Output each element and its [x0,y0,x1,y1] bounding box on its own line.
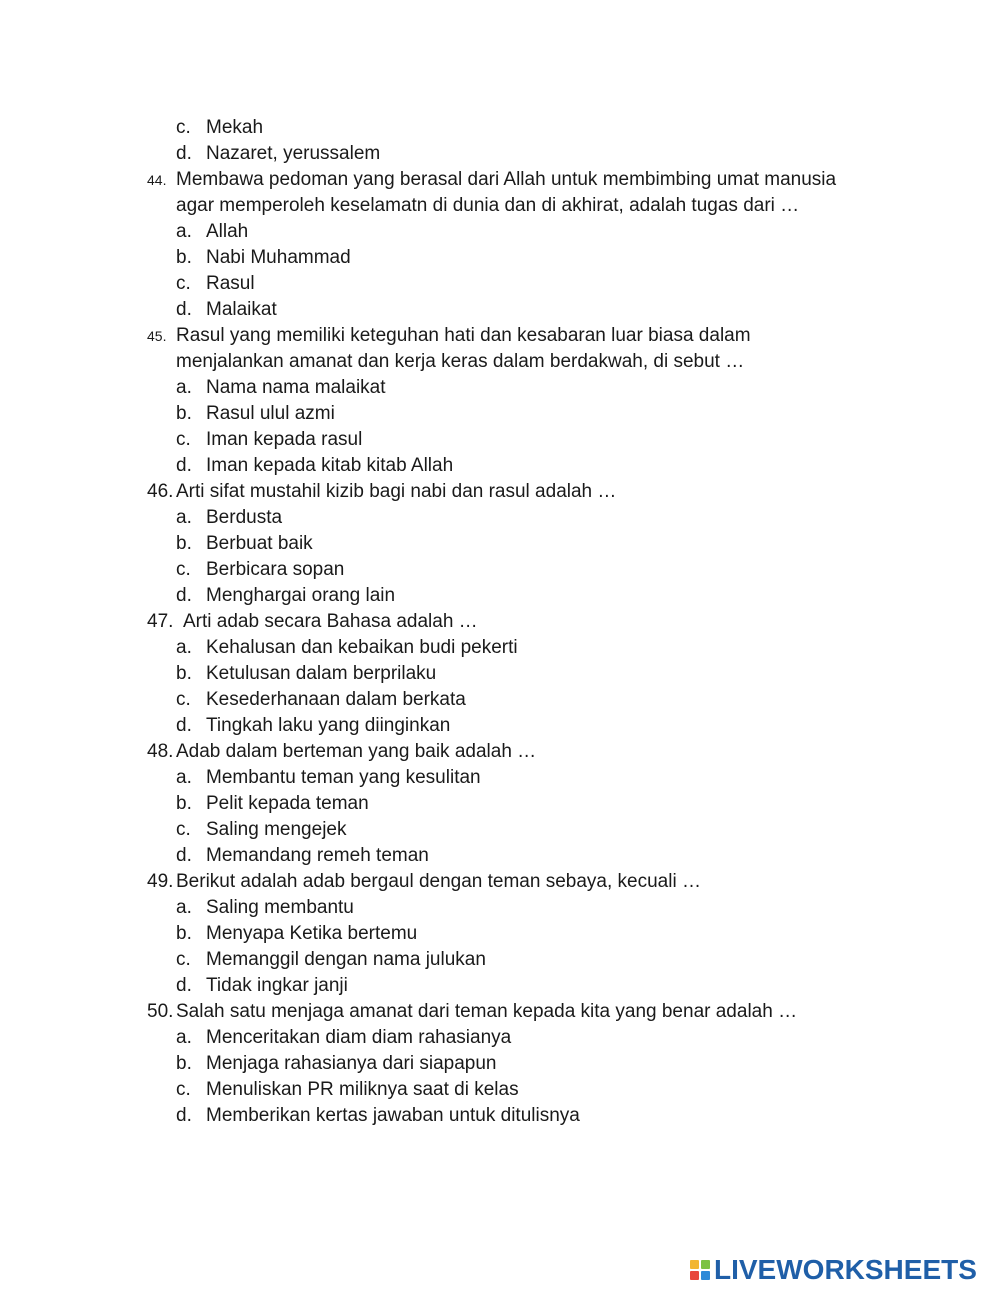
option-row [0,791,1000,817]
option-text: Berbuat baik [206,533,313,554]
question-text: Adab dalam berteman yang baik adalah … [176,741,537,762]
logo-square [701,1271,710,1280]
option-row [0,895,1000,921]
option-row [0,765,1000,791]
option-text: Memanggil dengan nama julukan [206,949,486,970]
option-row [0,219,1000,245]
question-number: 45. [147,328,167,344]
question-50 [0,999,1000,1025]
option-row [0,375,1000,401]
option-text: Menghargai orang lain [206,585,396,606]
question-48 [0,739,1000,765]
option-letter: b. [176,793,192,814]
question-number: 50. [147,1001,174,1022]
question-text: Salah satu menjaga amanat dari teman kepada kita yang benar adalah … [176,1001,798,1022]
question-text-line [0,349,1000,375]
option-text: Ketulusan dalam berprilaku [206,663,437,684]
option-text: Menuliskan PR miliknya saat di kelas [206,1079,519,1100]
option-letter: a. [176,897,192,918]
question-number: 48. [147,741,174,762]
option-text: Mekah [206,117,264,138]
option-letter: a. [176,1027,192,1048]
logo-square [701,1260,710,1269]
logo-mark-icon [690,1260,710,1280]
option-text: Kesederhanaan dalam berkata [206,689,466,710]
option-letter: b. [176,403,192,424]
option-letter: a. [176,377,192,398]
option-text: Tidak ingkar janji [206,975,348,996]
option-letter: d. [176,845,192,866]
option-row [0,973,1000,999]
option-letter: c. [176,429,191,450]
option-text: Allah [206,221,249,242]
option-letter: c. [176,1079,191,1100]
question-text: Arti adab secara Bahasa adalah … [183,611,478,632]
question-text: Membawa pedoman yang berasal dari Allah untuk membimbing umat manusia [176,169,837,190]
question-46 [0,479,1000,505]
option-letter: c. [176,117,191,138]
logo-square [690,1271,699,1280]
option-text: Membantu teman yang kesulitan [206,767,481,788]
option-letter: d. [176,1105,192,1126]
question-49 [0,869,1000,895]
option-row [0,921,1000,947]
option-row [0,843,1000,869]
option-row [0,661,1000,687]
option-row [0,271,1000,297]
question-47 [0,609,1000,635]
option-letter: a. [176,637,192,658]
option-row [0,557,1000,583]
option-row [0,297,1000,323]
option-letter: c. [176,273,191,294]
question-45 [0,323,1000,349]
option-text: Berbicara sopan [206,559,345,580]
question-number: 49. [147,871,174,892]
worksheet-page [0,115,1000,1129]
option-letter: b. [176,533,192,554]
option-text: Memberikan kertas jawaban untuk ditulisnya [206,1105,580,1126]
option-letter: d. [176,299,192,320]
option-letter: d. [176,715,192,736]
option-text: Berdusta [206,507,283,528]
option-text: Pelit kepada teman [206,793,369,814]
option-letter: c. [176,689,191,710]
option-letter: c. [176,949,191,970]
option-letter: c. [176,819,191,840]
option-letter: b. [176,663,192,684]
question-44 [0,167,1000,193]
option-text: Saling membantu [206,897,354,918]
liveworksheets-logo [690,1255,977,1285]
option-letter: b. [176,1053,192,1074]
option-text: Nama nama malaikat [206,377,386,398]
option-row [0,531,1000,557]
logo-square [690,1260,699,1269]
option-text: Menceritakan diam diam rahasianya [206,1027,512,1048]
option-letter: d. [176,455,192,476]
option-letter: d. [176,975,192,996]
question-text: Rasul yang memiliki keteguhan hati dan kesabaran luar biasa dalam [176,325,751,346]
option-text: Memandang remeh teman [206,845,429,866]
option-letter: c. [176,559,191,580]
question-text-line [0,193,1000,219]
option-row [0,635,1000,661]
option-row [0,401,1000,427]
option-letter: b. [176,247,192,268]
option-row [0,1051,1000,1077]
option-letter: a. [176,221,192,242]
question-text: Arti sifat mustahil kizib bagi nabi dan rasul adalah … [176,481,617,502]
option-row [0,245,1000,271]
option-row [0,713,1000,739]
option-letter: b. [176,923,192,944]
option-letter: d. [176,143,192,164]
question-number: 44. [147,172,167,188]
option-text: Nabi Muhammad [206,247,351,268]
option-letter: d. [176,585,192,606]
option-row [0,947,1000,973]
option-row [0,141,1000,167]
option-row [0,583,1000,609]
option-text: Menyapa Ketika bertemu [206,923,418,944]
question-text: agar memperoleh keselamatn di dunia dan di akhirat, adalah tugas dari … [176,195,800,216]
question-number: 47. [147,611,174,632]
option-row [0,427,1000,453]
option-row [0,1077,1000,1103]
option-row [0,1025,1000,1051]
option-text: Tingkah laku yang diinginkan [206,715,451,736]
option-row [0,687,1000,713]
option-text: Nazaret, yerussalem [206,143,381,164]
option-row [0,817,1000,843]
question-text: Berikut adalah adab bergaul dengan teman sebaya, kecuali … [176,871,701,892]
option-text: Iman kepada kitab kitab Allah [206,455,454,476]
question-text: menjalankan amanat dan kerja keras dalam berdakwah, di sebut … [176,351,745,372]
option-text: Iman kepada rasul [206,429,363,450]
logo-text: LIVEWORKSHEETS [714,1254,977,1285]
option-text: Malaikat [206,299,277,320]
option-text: Rasul [206,273,255,294]
option-letter: a. [176,767,192,788]
question-number: 46. [147,481,174,502]
option-text: Menjaga rahasianya dari siapapun [206,1053,497,1074]
option-row [0,115,1000,141]
option-row [0,1103,1000,1129]
option-text: Kehalusan dan kebaikan budi pekerti [206,637,518,658]
option-letter: a. [176,507,192,528]
option-row [0,453,1000,479]
option-text: Rasul ulul azmi [206,403,335,424]
option-text: Saling mengejek [206,819,347,840]
option-row [0,505,1000,531]
